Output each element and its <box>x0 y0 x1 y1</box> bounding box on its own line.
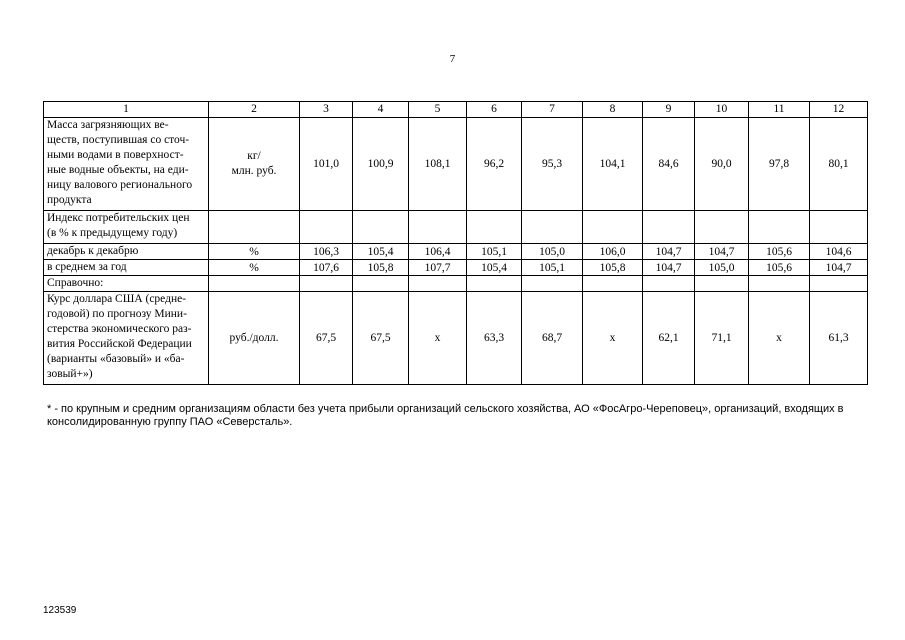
table-cell <box>467 211 522 244</box>
table-cell <box>467 276 522 292</box>
table-cell <box>583 276 643 292</box>
column-header: 5 <box>409 102 467 118</box>
table-cell <box>643 211 695 244</box>
column-header: 10 <box>695 102 749 118</box>
table-cell <box>583 211 643 244</box>
table-cell: 105,1 <box>522 260 583 276</box>
table-cell <box>810 276 868 292</box>
row-label: декабрь к декабрю <box>44 244 209 260</box>
table-header-row <box>44 102 868 118</box>
row-unit: % <box>209 260 300 276</box>
table-cell: 105,6 <box>749 260 810 276</box>
table-cell <box>522 211 583 244</box>
table-cell: 96,2 <box>467 118 522 211</box>
row-label: в среднем за год <box>44 260 209 276</box>
row-label: Индекс потребительских цен (в % к предыдущему году) <box>44 211 209 244</box>
table-cell: 108,1 <box>409 118 467 211</box>
table-row <box>44 276 868 292</box>
table-cell <box>300 276 353 292</box>
table-cell: 90,0 <box>695 118 749 211</box>
column-header: 6 <box>467 102 522 118</box>
table-cell: 105,4 <box>467 260 522 276</box>
column-header: 7 <box>522 102 583 118</box>
table-cell: 106,3 <box>300 244 353 260</box>
table-cell: 101,0 <box>300 118 353 211</box>
table-cell: 95,3 <box>522 118 583 211</box>
table-cell: 71,1 <box>695 292 749 385</box>
table-cell: 105,0 <box>522 244 583 260</box>
table-cell: 61,3 <box>810 292 868 385</box>
table-cell: 68,7 <box>522 292 583 385</box>
table-cell: 97,8 <box>749 118 810 211</box>
table-cell: 106,4 <box>409 244 467 260</box>
table-cell: 104,7 <box>695 244 749 260</box>
table-cell: 67,5 <box>353 292 409 385</box>
column-header: 11 <box>749 102 810 118</box>
table-cell: 80,1 <box>810 118 868 211</box>
table-cell: 100,9 <box>353 118 409 211</box>
row-unit: руб./долл. <box>209 292 300 385</box>
table-cell: 104,6 <box>810 244 868 260</box>
column-header: 8 <box>583 102 643 118</box>
table-cell <box>522 276 583 292</box>
table-cell <box>409 211 467 244</box>
table-cell <box>353 276 409 292</box>
table-cell: 105,8 <box>353 260 409 276</box>
column-header: 2 <box>209 102 300 118</box>
table-cell: 107,6 <box>300 260 353 276</box>
table-cell: 105,6 <box>749 244 810 260</box>
table-cell <box>695 211 749 244</box>
table-cell <box>300 211 353 244</box>
table-cell <box>643 276 695 292</box>
table-cell: x <box>583 292 643 385</box>
document-code: 123539 <box>43 605 77 616</box>
table-row <box>44 211 868 244</box>
footnote: * - по крупным и средним организациям области без учета прибыли организаций сельского хозяйства, АО «ФосАгро-Череповец», организаций, входящих в консолидированную группу ПАО «Северсталь». <box>47 403 844 428</box>
table-cell <box>749 211 810 244</box>
table-cell <box>353 211 409 244</box>
table-cell: 107,7 <box>409 260 467 276</box>
table-cell: 63,3 <box>467 292 522 385</box>
table-cell: 104,7 <box>810 260 868 276</box>
page-number: 7 <box>449 53 456 65</box>
table-cell <box>695 276 749 292</box>
row-label: Масса загрязняющих ве- ществ, поступившая со сточ- ными водами в поверхност- ные водные объекты, на еди- ницу валового регионального продукта <box>44 118 209 211</box>
table-row <box>44 292 868 385</box>
column-header: 4 <box>353 102 409 118</box>
table-cell: 105,1 <box>467 244 522 260</box>
table-cell: 104,7 <box>643 244 695 260</box>
table-cell: 105,8 <box>583 260 643 276</box>
indicators-table <box>43 101 868 385</box>
table-cell: 105,4 <box>353 244 409 260</box>
column-header: 3 <box>300 102 353 118</box>
column-header: 12 <box>810 102 868 118</box>
table-cell: x <box>409 292 467 385</box>
table-cell: 62,1 <box>643 292 695 385</box>
column-header: 9 <box>643 102 695 118</box>
row-label: Справочно: <box>44 276 209 292</box>
table-cell: 84,6 <box>643 118 695 211</box>
table-cell: x <box>749 292 810 385</box>
column-header: 1 <box>44 102 209 118</box>
table-cell <box>749 276 810 292</box>
row-unit: кг/ млн. руб. <box>209 118 300 211</box>
table-cell <box>810 211 868 244</box>
table-cell: 67,5 <box>300 292 353 385</box>
row-label: Курс доллара США (средне- годовой) по прогнозу Мини- стерства экономического раз- вития Российской Федерации (варианты «базовый» и «ба- зовый+») <box>44 292 209 385</box>
row-unit <box>209 276 300 292</box>
table-row <box>44 260 868 276</box>
table-row <box>44 118 868 211</box>
row-unit <box>209 211 300 244</box>
table-cell: 105,0 <box>695 260 749 276</box>
table-cell: 104,1 <box>583 118 643 211</box>
table-cell: 104,7 <box>643 260 695 276</box>
row-unit: % <box>209 244 300 260</box>
table-cell <box>409 276 467 292</box>
table-cell: 106,0 <box>583 244 643 260</box>
table-row <box>44 244 868 260</box>
